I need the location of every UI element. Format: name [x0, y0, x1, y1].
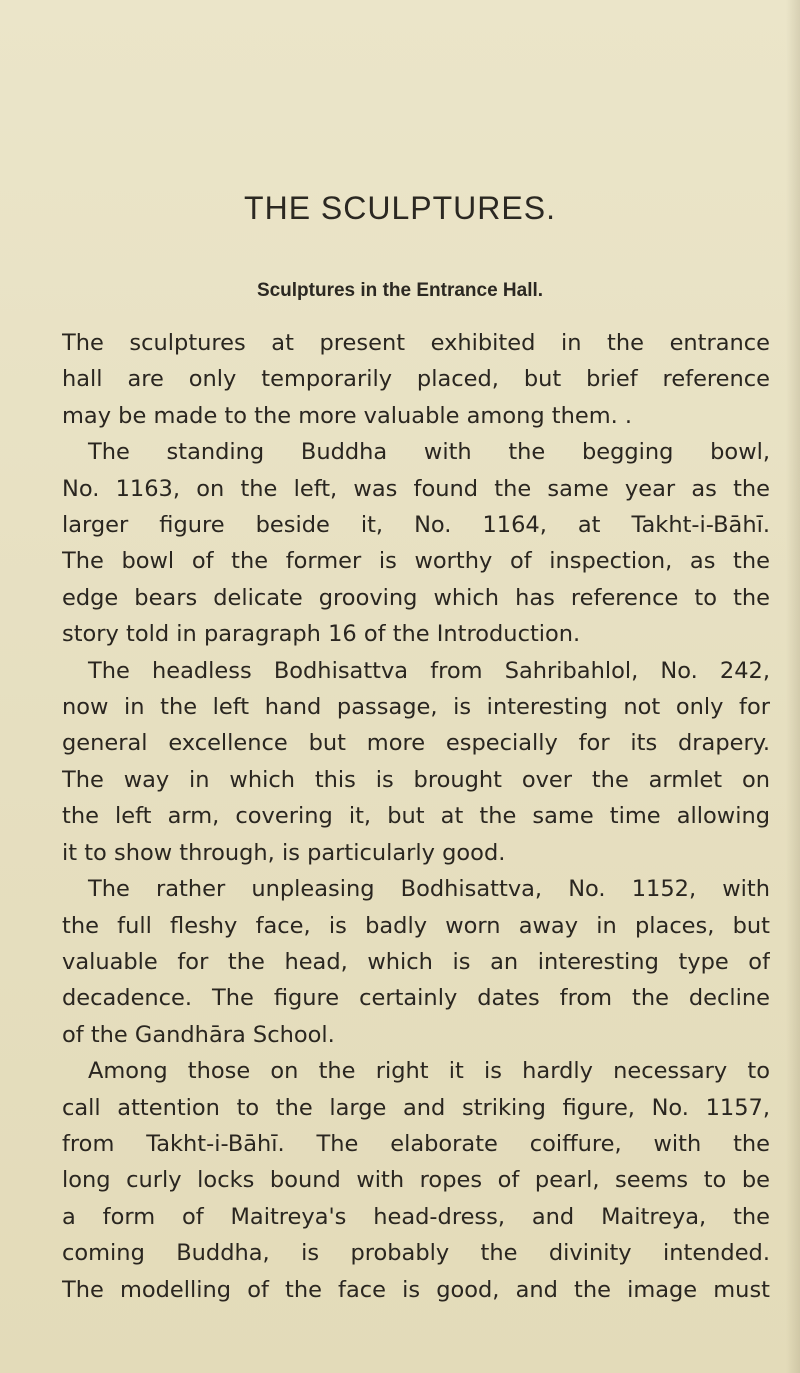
text-line: Among those on the right it is hardly necessary to	[88, 1058, 770, 1085]
text-line: The headless Bodhisattva from Sahribahlol, No. 242,	[88, 657, 770, 684]
text-line: of the Gandhāra School.	[62, 1021, 335, 1048]
body-text	[62, 325, 770, 1308]
text-line: call attention to the large and striking figure, No. 1157,	[62, 1094, 770, 1121]
text-line: edge bears delicate grooving which has reference to the	[62, 584, 770, 611]
text-line: story told in paragraph 16 of the Introduction.	[62, 621, 581, 648]
text-line: long curly locks bound with ropes of pearl, seems to be	[62, 1167, 770, 1194]
text-line: general excellence but more especially for its drapery.	[62, 730, 770, 757]
section-heading: Sculptures in the Entrance Hall.	[256, 280, 544, 301]
text-line: hall are only temporarily placed, but brief reference	[62, 366, 770, 393]
text-line: from Takht-i-Bāhī. The elaborate coiffure, with the	[62, 1130, 770, 1157]
text-line: The way in which this is brought over the armlet on	[62, 766, 770, 793]
text-line: now in the left hand passage, is interesting not only for	[62, 694, 770, 721]
text-line: valuable for the head, which is an interesting type of	[62, 948, 770, 975]
text-line: larger figure beside it, No. 1164, at Takht-i-Bāhī.	[62, 512, 770, 539]
text-line: may be made to the more valuable among them. .	[62, 402, 633, 429]
text-line: it to show through, is particularly good.	[62, 839, 506, 866]
text-line: The modelling of the face is good, and the image must	[62, 1276, 770, 1303]
text-line: the left arm, covering it, but at the same time allowing	[62, 803, 770, 830]
text-line: No. 1163, on the left, was found the same year as the	[62, 475, 770, 502]
text-line: coming Buddha, is probably the divinity intended.	[62, 1240, 770, 1267]
text-line: decadence. The figure certainly dates from the decline	[62, 985, 770, 1012]
text-line: The rather unpleasing Bodhisattva, No. 1152, with	[88, 876, 770, 903]
text-line: the full fleshy face, is badly worn away in places, but	[62, 912, 770, 939]
text-line: The standing Buddha with the begging bowl,	[88, 439, 770, 466]
text-line: a form of Maitreya's head-dress, and Maitreya, the	[62, 1203, 770, 1230]
running-head: THE SCULPTURES.	[244, 190, 556, 226]
text-line: The bowl of the former is worthy of inspection, as the	[62, 548, 770, 575]
text-line: The sculptures at present exhibited in the entrance	[62, 330, 770, 356]
